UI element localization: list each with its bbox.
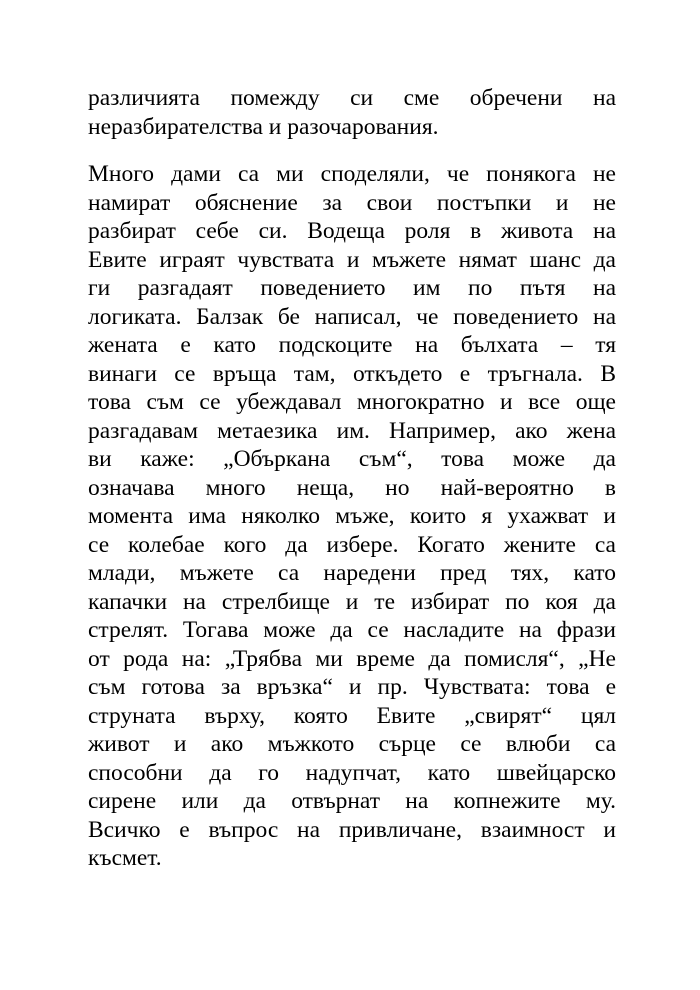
text-line: сирене или да отвърнат на копнежите му. — [88, 788, 616, 814]
paragraph-1 — [88, 84, 616, 141]
text-line: Евите играят чувствата и мъжете нямат шанс да — [88, 246, 616, 273]
text-line: стрелят. Тогава може да се насладите на фрази — [88, 617, 616, 643]
text-line: ги разгадаят поведението им по пътя на — [88, 275, 616, 301]
text-line: способни да го надупчат, като швейцарско — [88, 759, 616, 786]
text-line: струната върху, която Евите „свирят“ цял — [88, 702, 616, 729]
text-line: от рода на: „Трябва ми време да помисля“, „Не — [88, 645, 616, 672]
paragraph-2 — [88, 160, 616, 873]
text-line: неразбирателства и разочарования. — [88, 113, 439, 140]
text-line: означава много неща, но най-вероятно в — [88, 474, 616, 501]
paragraph-gap — [88, 141, 616, 160]
text-line: жената е като подскоците на бълхата – тя — [88, 332, 616, 358]
text-line: ви каже: „Объркана съм“, това може да — [88, 446, 616, 472]
text-line: живот и ако мъжкото сърце се влюби са — [88, 731, 616, 757]
text-line: разбират себе си. Водеща роля в живота на — [88, 218, 616, 244]
text-line: това съм се убеждавал многократно и все още — [88, 389, 616, 415]
document-page — [88, 84, 616, 873]
text-line: намират обяснение за свои постъпки и не — [88, 189, 616, 216]
text-line: Много дами са ми споделяли, че понякога не — [88, 161, 616, 187]
text-line: млади, мъжете са наредени пред тях, като — [88, 560, 616, 586]
text-line: логиката. Балзак бе написал, че поведението на — [88, 303, 616, 330]
text-line: съм готова за връзка“ и пр. Чувствата: това е — [88, 674, 616, 700]
text-line: момента има няколко мъже, които я ухажват и — [88, 503, 616, 529]
text-line: винаги се връща там, откъдето е тръгнала. В — [88, 360, 616, 387]
text-line: капачки на стрелбище и те избират по коя да — [88, 588, 616, 615]
text-line: късмет. — [88, 845, 162, 871]
text-line: разгадавам метаезика им. Например, ако жена — [88, 417, 616, 444]
text-line: Всичко е въпрос на привличане, взаимност и — [88, 816, 616, 843]
text-line: се колебае кого да избере. Когато жените са — [88, 531, 616, 558]
text-line: различията помежду си сме обречени на — [88, 85, 616, 111]
